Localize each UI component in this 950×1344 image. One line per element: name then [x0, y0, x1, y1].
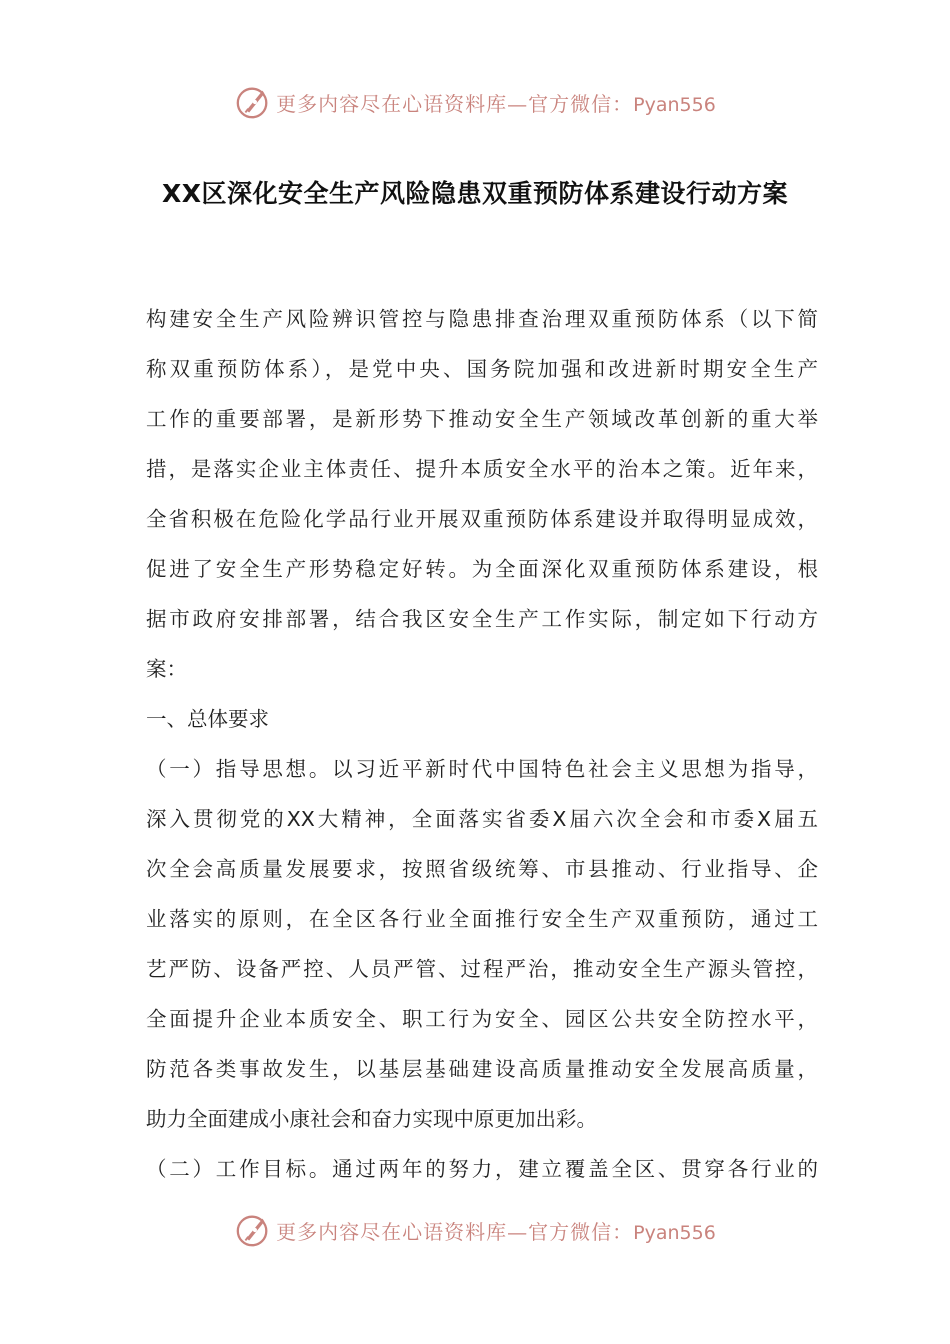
body-line: 促进了安全生产形势稳定好转。为全面深化双重预防体系建设，根	[146, 557, 818, 581]
body-line: 构建安全生产风险辨识管控与隐患排查治理双重预防体系（以下简	[146, 307, 818, 331]
body-line: 称双重预防体系），是党中央、国务院加强和改进新时期安全生产	[146, 357, 818, 381]
body-line: 艺严防、设备严控、人员严管、过程严治，推动安全生产源头管控，	[146, 957, 818, 981]
body-line: 据市政府安排部署，结合我区安全生产工作实际，制定如下行动方	[146, 607, 818, 631]
body-line: 防范各类事故发生，以基层基础建设高质量推动安全发展高质量，	[146, 1057, 818, 1081]
document-body	[146, 294, 818, 1194]
quill-logo-icon	[234, 83, 272, 121]
body-line: 工作的重要部署，是新形势下推动安全生产领域改革创新的重大举	[146, 407, 818, 431]
body-line: （一）指导思想。以习近平新时代中国特色社会主义思想为指导，	[146, 757, 818, 781]
header-watermark	[0, 82, 950, 122]
section-heading: 一、总体要求	[146, 707, 269, 731]
body-line: （二）工作目标。通过两年的努力，建立覆盖全区、贯穿各行业的	[146, 1157, 818, 1181]
body-line: 案：	[146, 657, 187, 681]
body-line: 全面提升企业本质安全、职工行为安全、园区公共安全防控水平，	[146, 1007, 818, 1031]
footer-watermark	[0, 1210, 950, 1250]
body-line: 次全会高质量发展要求，按照省级统筹、市县推动、行业指导、企	[146, 857, 818, 881]
watermark-text: 更多内容尽在心语资料库—官方微信：Pyan556	[276, 91, 716, 116]
body-line: 措，是落实企业主体责任、提升本质安全水平的治本之策。近年来，	[146, 457, 818, 481]
watermark-text: 更多内容尽在心语资料库—官方微信：Pyan556	[276, 1219, 716, 1244]
body-line: 助力全面建成小康社会和奋力实现中原更加出彩。	[146, 1107, 597, 1131]
body-line: 深入贯彻党的XX大精神，全面落实省委X届六次全会和市委X届五	[146, 807, 818, 831]
quill-logo-icon	[234, 1211, 272, 1249]
body-line: 全省积极在危险化学品行业开展双重预防体系建设并取得明显成效，	[146, 507, 818, 531]
document-title: XX区深化安全生产风险隐患双重预防体系建设行动方案	[161, 179, 789, 208]
body-line: 业落实的原则，在全区各行业全面推行安全生产双重预防，通过工	[146, 907, 818, 931]
